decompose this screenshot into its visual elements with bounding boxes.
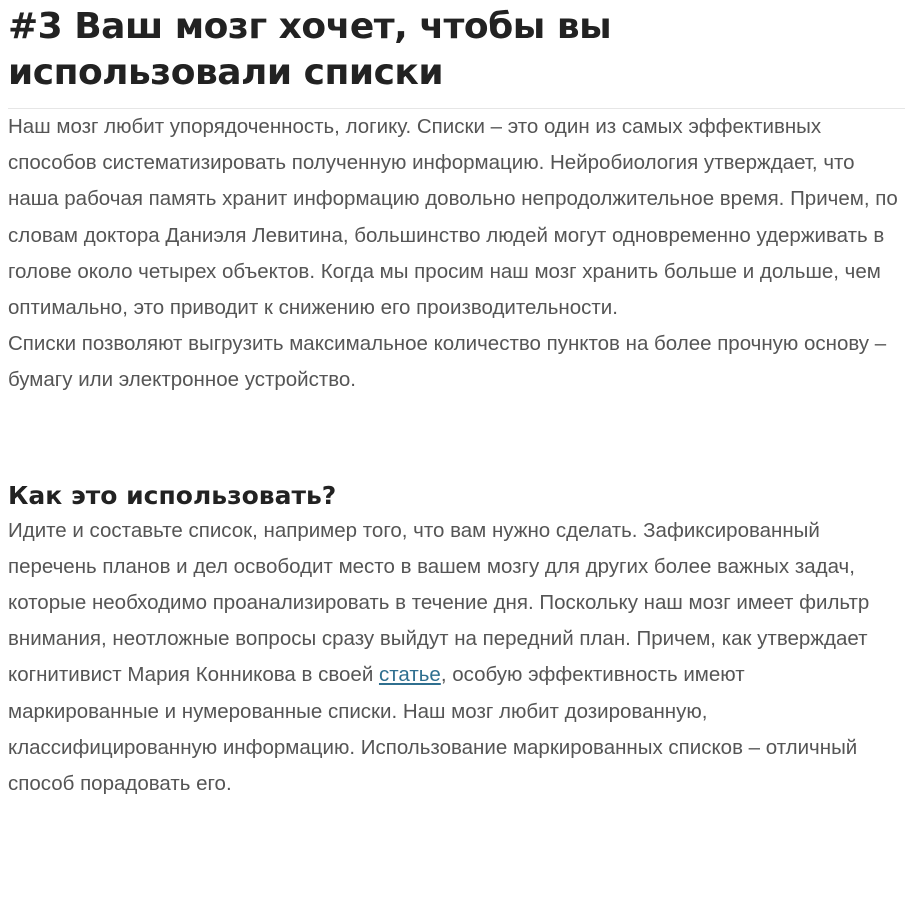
section-heading: Как это использовать? <box>8 480 337 510</box>
paragraph-intro: Наш мозг любит упорядоченность, логику. Списки – это один из самых эффективных способов систематизировать полученную информацию. Нейробиология утверждает, что наша рабочая память хранит информацию довольно непродолжительное время. Причем, по словам доктора Даниэля Левитина, большинство людей могут одновременно удерживать в голове около четырех объектов. Когда мы просим наш мозг хранить больше и дольше, чем оптимально, это приводит к снижению его производительности. <box>8 115 898 320</box>
article-title: #3 Ваш мозг хочет, чтобы вы использовали списки <box>8 6 612 93</box>
paragraph-lists: Списки позволяют выгрузить максимальное количество пунктов на более прочную основу – бумагу или электронное устройство. <box>8 332 887 392</box>
paragraph-howto-text-end: , особую эффективность имеют маркированные и нумерованные списки. Наш мозг любит дозированную, классифицированную информацию. Использование маркированных списков – отличный способ порадовать его. <box>8 663 858 796</box>
paragraph-howto <box>8 513 900 803</box>
paragraph-howto-text-start: Идите и составьте список, например того, что вам нужно сделать. Зафиксированный перечень планов и дел освободит место в вашем мозгу для других более важных задач, которые необходимо проанализировать в течение дня. Поскольку наш мозг имеет фильтр внимания, неотложные вопросы сразу выйдут на передний план. Причем, как утверждает когнитивист Мария Конникова в своей <box>8 518 870 687</box>
article-content <box>8 0 908 802</box>
article-link[interactable]: статье <box>378 663 441 687</box>
